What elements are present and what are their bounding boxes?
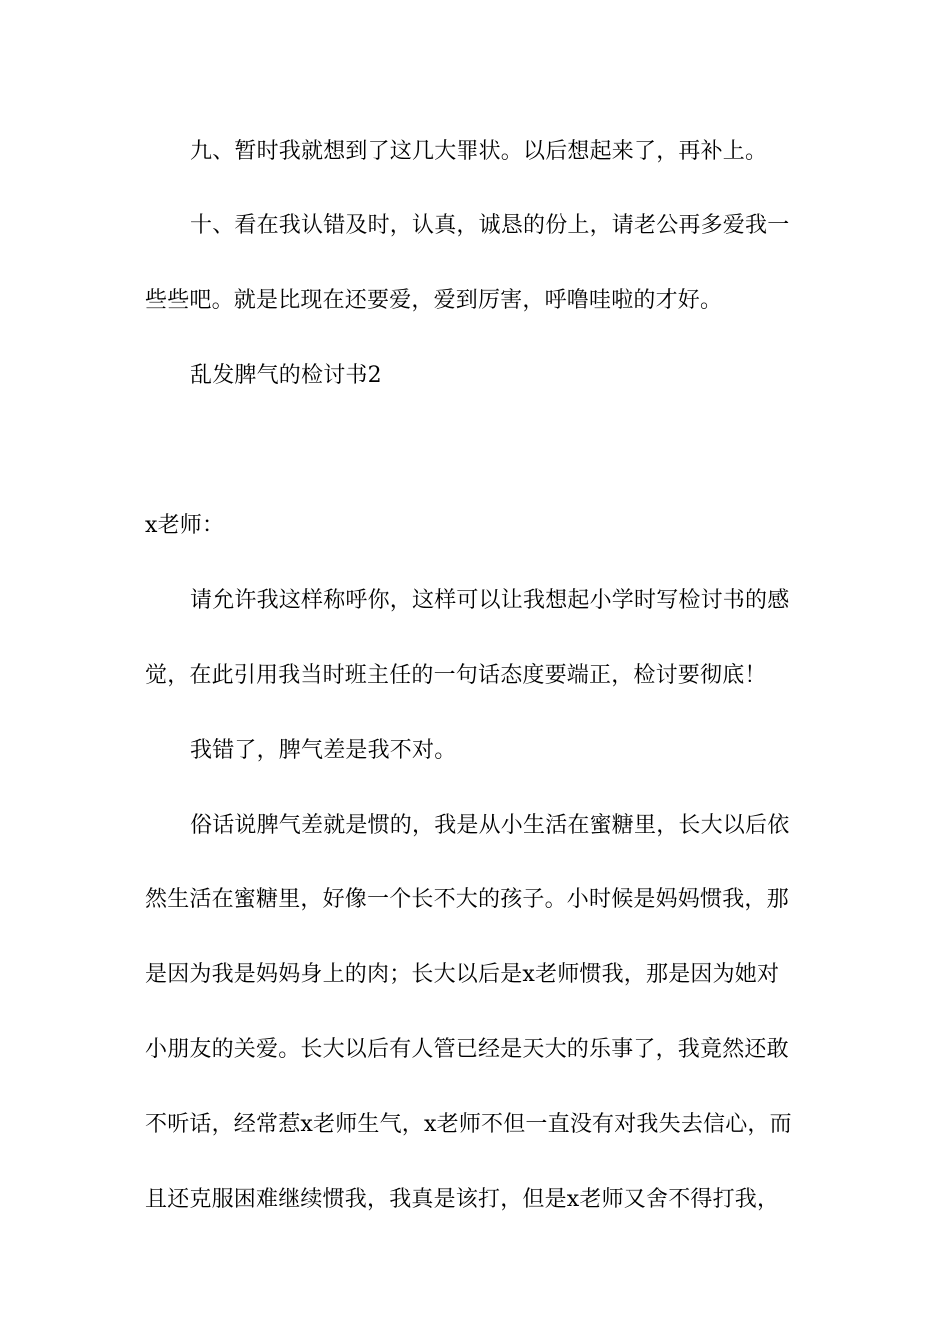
text-line-10: 然生活在蜜糖里，好像一个长不大的孩子。小时候是妈妈惯我，那 xyxy=(145,887,789,912)
salutation: x老师： xyxy=(145,513,225,538)
text-line-13: 不听话，经常惹x老师生气，x老师不但一直没有对我失去信心，而 xyxy=(145,1112,792,1137)
text-line-11: 是因为我是妈妈身上的肉；长大以后是x老师惯我，那是因为她对 xyxy=(145,962,780,987)
text-line-12: 小朋友的关爱。长大以后有人管已经是天大的乐事了，我竟然还敢 xyxy=(145,1037,789,1062)
section-title: 乱发脾气的检讨书2 xyxy=(190,363,382,388)
text-line-8: 我错了，脾气差是我不对。 xyxy=(190,738,457,763)
text-line-1: 九、暂时我就想到了这几大罪状。以后想起来了，再补上。 xyxy=(190,139,768,164)
text-line-2: 十、看在我认错及时，认真，诚恳的份上，请老公再多爱我一 xyxy=(190,213,790,238)
text-line-3: 些些吧。就是比现在还要爱，爱到厉害，呼噜哇啦的才好。 xyxy=(145,288,723,313)
text-line-14: 且还克服困难继续惯我，我真是该打，但是x老师又舍不得打我， xyxy=(145,1187,780,1212)
text-line-6: 请允许我这样称呼你，这样可以让我想起小学时写检讨书的感 xyxy=(190,588,790,613)
text-line-9: 俗话说脾气差就是惯的，我是从小生活在蜜糖里，长大以后依 xyxy=(190,813,790,838)
text-line-7: 觉，在此引用我当时班主任的一句话态度要端正，检讨要彻底！ xyxy=(145,663,767,688)
